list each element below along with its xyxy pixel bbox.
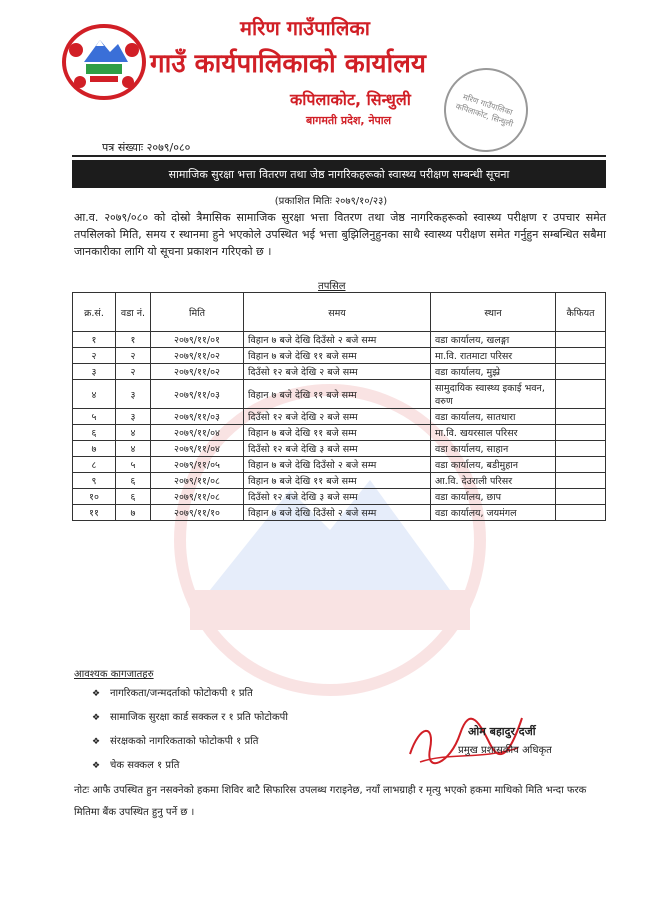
table-row	[73, 457, 606, 473]
diamond-bullet-icon: ❖	[92, 761, 101, 771]
cell-time: विहान ७ बजे देखि ११ बजे सम्म	[244, 473, 431, 489]
col-header-ward: वडा नं.	[116, 293, 151, 332]
list-item: ❖ चेक सक्कल १ प्रति	[92, 758, 288, 782]
table-row	[73, 380, 606, 409]
table-row	[73, 332, 606, 348]
cell-sn: २	[73, 348, 116, 364]
cell-sn: ७	[73, 441, 116, 457]
published-date: (प्रकाशित मितिः २०७९/१०/२३)	[274, 196, 388, 207]
cell-time: विहान ७ बजे देखि ११ बजे सम्म	[244, 425, 431, 441]
cell-time: विहान ७ बजे देखि ११ बजे सम्म	[244, 380, 431, 409]
header-divider	[72, 155, 606, 157]
cell-ward: ७	[116, 505, 151, 521]
table-row	[73, 489, 606, 505]
reference-number: पत्र संख्याः २०७९/०८०	[102, 141, 191, 154]
col-header-place: स्थान	[431, 293, 556, 332]
signatory-title: प्रमुख प्रशासकीय अधिकृत	[458, 745, 552, 756]
cell-place: वडा कार्यालय, बडीमुहान	[431, 457, 556, 473]
cell-place: वडा कार्यालय, सातधारा	[431, 409, 556, 425]
cell-remarks	[556, 441, 606, 457]
cell-place: सामुदायिक स्वास्थ्य इकाई भवन, वरुण	[431, 380, 556, 409]
cell-ward: २	[116, 364, 151, 380]
cell-date: २०७९/११/१०	[151, 505, 244, 521]
notice-title-bar	[72, 160, 606, 188]
col-header-time: समय	[244, 293, 431, 332]
table-row	[73, 409, 606, 425]
signatory-name: ओम बहादुर दर्जी	[468, 725, 536, 738]
cell-remarks	[556, 332, 606, 348]
cell-sn: ४	[73, 380, 116, 409]
cell-remarks	[556, 364, 606, 380]
cell-remarks	[556, 473, 606, 489]
table-row	[73, 364, 606, 380]
cell-ward: ५	[116, 457, 151, 473]
cell-sn: ५	[73, 409, 116, 425]
cell-ward: १	[116, 332, 151, 348]
cell-ward: ६	[116, 489, 151, 505]
cell-sn: ३	[73, 364, 116, 380]
table-row	[73, 348, 606, 364]
cell-date: २०७९/११/०८	[151, 489, 244, 505]
cell-time: विहान ७ बजे देखि दिउँसो २ बजे सम्म	[244, 505, 431, 521]
cell-place: वडा कार्यालय, खलङ्गा	[431, 332, 556, 348]
cell-ward: ३	[116, 409, 151, 425]
stamp-text: मरिण गाउँपालिका कपिलाकोट, सिन्धुली	[454, 92, 515, 129]
col-header-remarks: कैफियत	[556, 293, 606, 332]
office-stamp	[433, 57, 539, 163]
table-row	[73, 441, 606, 457]
cell-sn: ६	[73, 425, 116, 441]
cell-remarks	[556, 348, 606, 364]
table-header-row	[73, 293, 606, 332]
cell-place: वडा कार्यालय, मुझ्रे	[431, 364, 556, 380]
cell-time: विहान ७ बजे देखि ११ बजे सम्म	[244, 348, 431, 364]
list-item: ❖ सामाजिक सुरक्षा कार्ड सक्कल र १ प्रति फोटोकपी	[92, 710, 288, 734]
cell-place: आ.वि. देउराली परिसर	[431, 473, 556, 489]
schedule-table	[72, 292, 606, 521]
province-name: बागमती प्रदेश, नेपाल	[306, 114, 392, 127]
table-row	[73, 473, 606, 489]
cell-time: दिउँसो १२ बजे देखि २ बजे सम्म	[244, 409, 431, 425]
diamond-bullet-icon: ❖	[92, 689, 101, 699]
cell-place: मा.वि. खयरसाल परिसर	[431, 425, 556, 441]
cell-sn: ८	[73, 457, 116, 473]
cell-sn: १०	[73, 489, 116, 505]
col-header-date: मिति	[151, 293, 244, 332]
cell-remarks	[556, 380, 606, 409]
cell-time: दिउँसो १२ बजे देखि २ बजे सम्म	[244, 364, 431, 380]
cell-place: वडा कार्यालय, जयमंगल	[431, 505, 556, 521]
cell-date: २०७९/११/०२	[151, 364, 244, 380]
cell-remarks	[556, 489, 606, 505]
cell-date: २०७९/११/०२	[151, 348, 244, 364]
cell-sn: ९	[73, 473, 116, 489]
office-location: कपिलाकोट, सिन्धुली	[290, 90, 411, 109]
municipality-name: मरिण गाउँपालिका	[240, 16, 370, 40]
col-header-sn: क्र.सं.	[73, 293, 116, 332]
list-item: ❖ नागरिकता/जन्मदर्ताको फोटोकपी १ प्रति	[92, 686, 288, 710]
cell-ward: २	[116, 348, 151, 364]
cell-date: २०७९/११/०४	[151, 441, 244, 457]
cell-ward: ४	[116, 425, 151, 441]
cell-time: विहान ७ बजे देखि दिउँसो २ बजे सम्म	[244, 332, 431, 348]
table-caption: तपसिल	[318, 281, 346, 292]
cell-date: २०७९/११/०३	[151, 409, 244, 425]
cell-ward: ४	[116, 441, 151, 457]
cell-place: वडा कार्यालय, छाप	[431, 489, 556, 505]
cell-place: मा.वि. रातमाटा परिसर	[431, 348, 556, 364]
cell-date: २०७९/११/०३	[151, 380, 244, 409]
government-emblem-logo	[60, 22, 148, 102]
table-row	[73, 425, 606, 441]
cell-remarks	[556, 457, 606, 473]
cell-remarks	[556, 505, 606, 521]
notice-title: सामाजिक सुरक्षा भत्ता वितरण तथा जेष्ठ नागरिकहरूको स्वास्थ्य परीक्षण सम्बन्धी सूचना	[168, 167, 510, 181]
cell-ward: ३	[116, 380, 151, 409]
diamond-bullet-icon: ❖	[92, 713, 101, 723]
cell-place: वडा कार्यालय, साहान	[431, 441, 556, 457]
table-row	[73, 505, 606, 521]
cell-date: २०७९/११/०१	[151, 332, 244, 348]
notice-body: आ.व. २०७९/०८० को दोस्रो त्रैमासिक सामाजिक सुरक्षा भत्ता वितरण तथा जेष्ठ नागरिकहरूको स्वास्थ्य परीक्षण र उपचार समेत तपसिलको मिति, समय र स्थानमा हुने भएकोले उपस्थित भई भत्ता बुझिलिनुहुनका साथै स्वास्थ्य परीक्षण समेत गर्नुहुन सम्बन्धित सबैमा जानकारीका लागि यो सूचना प्रकाशन गरिएको छ ।	[74, 211, 606, 258]
handwritten-signature	[400, 704, 530, 774]
cell-sn: ११	[73, 505, 116, 521]
cell-time: दिउँसो १२ बजे देखि ३ बजे सम्म	[244, 489, 431, 505]
cell-remarks	[556, 425, 606, 441]
cell-date: २०७९/११/०८	[151, 473, 244, 489]
diamond-bullet-icon: ❖	[92, 737, 101, 747]
list-item: ❖ संरक्षकको नागरिकताको फोटोकपी १ प्रति	[92, 734, 288, 758]
documents-list	[92, 686, 288, 782]
cell-sn: १	[73, 332, 116, 348]
cell-date: २०७९/११/०४	[151, 425, 244, 441]
table-body	[73, 332, 606, 521]
cell-remarks	[556, 409, 606, 425]
documents-title: आवश्यक कागजातहरु	[74, 669, 154, 680]
cell-time: विहान ७ बजे देखि दिउँसो २ बजे सम्म	[244, 457, 431, 473]
cell-date: २०७९/११/०५	[151, 457, 244, 473]
cell-ward: ६	[116, 473, 151, 489]
office-name: गाउँ कार्यपालिकाको कार्यालय	[150, 49, 426, 79]
cell-time: दिउँसो १२ बजे देखि ३ बजे सम्म	[244, 441, 431, 457]
footer-note: नोटः आफै उपस्थित हुन नसक्नेको हकमा शिविर बाटै सिफारिस उपलब्ध गराइनेछ, नयाँ लाभग्राही र मृत्यु भएको हकमा माथिको मिति भन्दा फरक मितिमा बैंक उपस्थित हुनु पर्ने छ ।	[74, 785, 587, 818]
